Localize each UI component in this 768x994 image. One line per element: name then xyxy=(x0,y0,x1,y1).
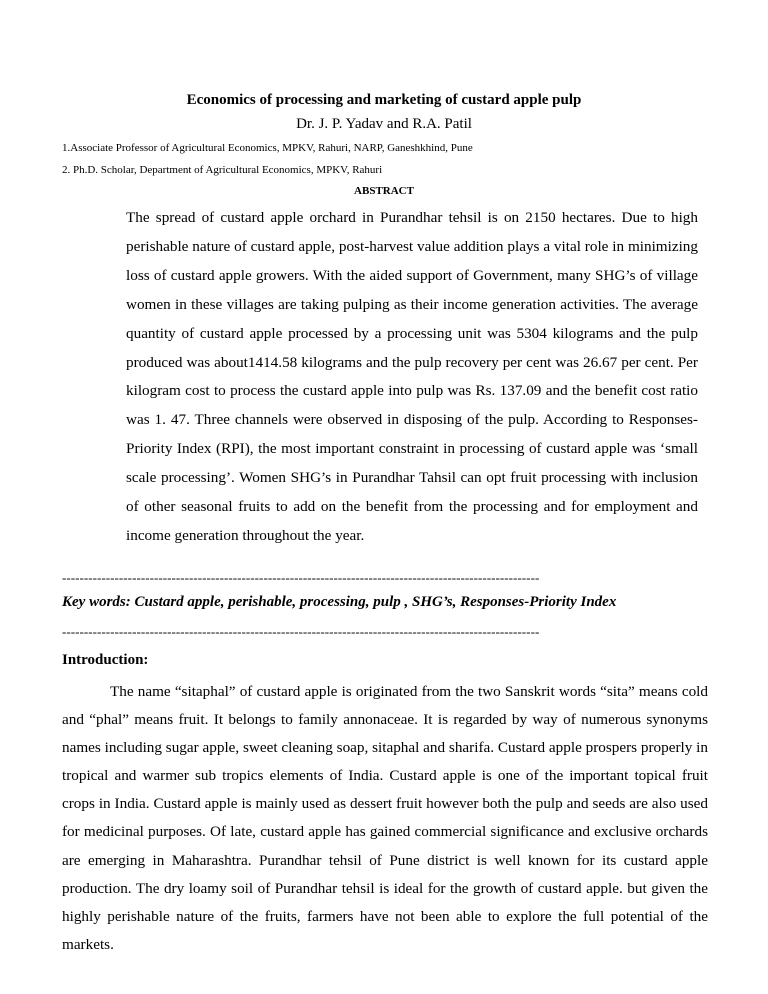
keywords: Key words: Custard apple, perishable, processing, pulp , SHG’s, Responses-Priority Index xyxy=(62,594,617,610)
affiliation-1: 1.Associate Professor of Agricultural Economics, MPKV, Rahuri, NARP, Ganeshkhind, Pune xyxy=(62,142,473,154)
abstract-heading: ABSTRACT xyxy=(354,185,414,197)
separator-line: ------------------------------------------------------------------------------------------------------------- xyxy=(62,624,540,639)
paper-authors: Dr. J. P. Yadav and R.A. Patil xyxy=(296,116,472,132)
introduction-text: The name “sitaphal” of custard apple is originated from the two Sanskrit words “sita” means cold and “phal” means fruit. It belongs to family annonaceae. It is regarded by way of numerous synonyms names including sugar apple, sweet cleaning soap, sitaphal and sharifa. Custard apple prospers properly in tropical and warmer sub tropics elements of India. Custard apple is one of the important topical fruit crops in India. Custard apple is mainly used as dessert fruit however both the pulp and seeds are also used for medicinal purposes. Of late, custard apple has gained commercial significance and exclusive orchards are emerging in Maharashtra. Purandhar tehsil of Pune district is well known for its custard apple production. The dry loamy soil of Purandhar tehsil is ideal for the growth of custard apple. but given the highly perishable nature of the fruits, farmers have not been able to explore the full potential of the markets. xyxy=(62,683,708,953)
affiliation-2: 2. Ph.D. Scholar, Department of Agricultural Economics, MPKV, Rahuri xyxy=(62,164,383,176)
paper-title: Economics of processing and marketing of custard apple pulp xyxy=(186,92,582,108)
introduction-heading: Introduction: xyxy=(62,652,149,668)
abstract-text: The spread of custard apple orchard in Purandhar tehsil is on 2150 hectares. Due to high perishable nature of custard apple, post-harvest value addition plays a vital role in minimizing loss of custard apple growers. With the aided support of Government, many SHG’s of village women in these villages are taking pulping as their income generation activities. The average quantity of custard apple processed by a processing unit was 5304 kilograms and the pulp produced was about1414.58 kilograms and the pulp recovery per cent was 26.67 per cent. Per kilogram cost to process the custard apple into pulp was Rs. 137.09 and the benefit cost ratio was 1. 47. Three channels were observed in disposing of the pulp. According to Responses-Priority Index (RPI), the most important constraint in processing of custard apple was ‘small scale processing’. Women SHG’s in Purandhar Tahsil can opt fruit processing with inclusion of other seasonal fruits to add on the benefit from the processing and for employment and income generation throughout the year. xyxy=(126,209,698,544)
separator-line: ------------------------------------------------------------------------------------------------------------- xyxy=(62,570,540,585)
